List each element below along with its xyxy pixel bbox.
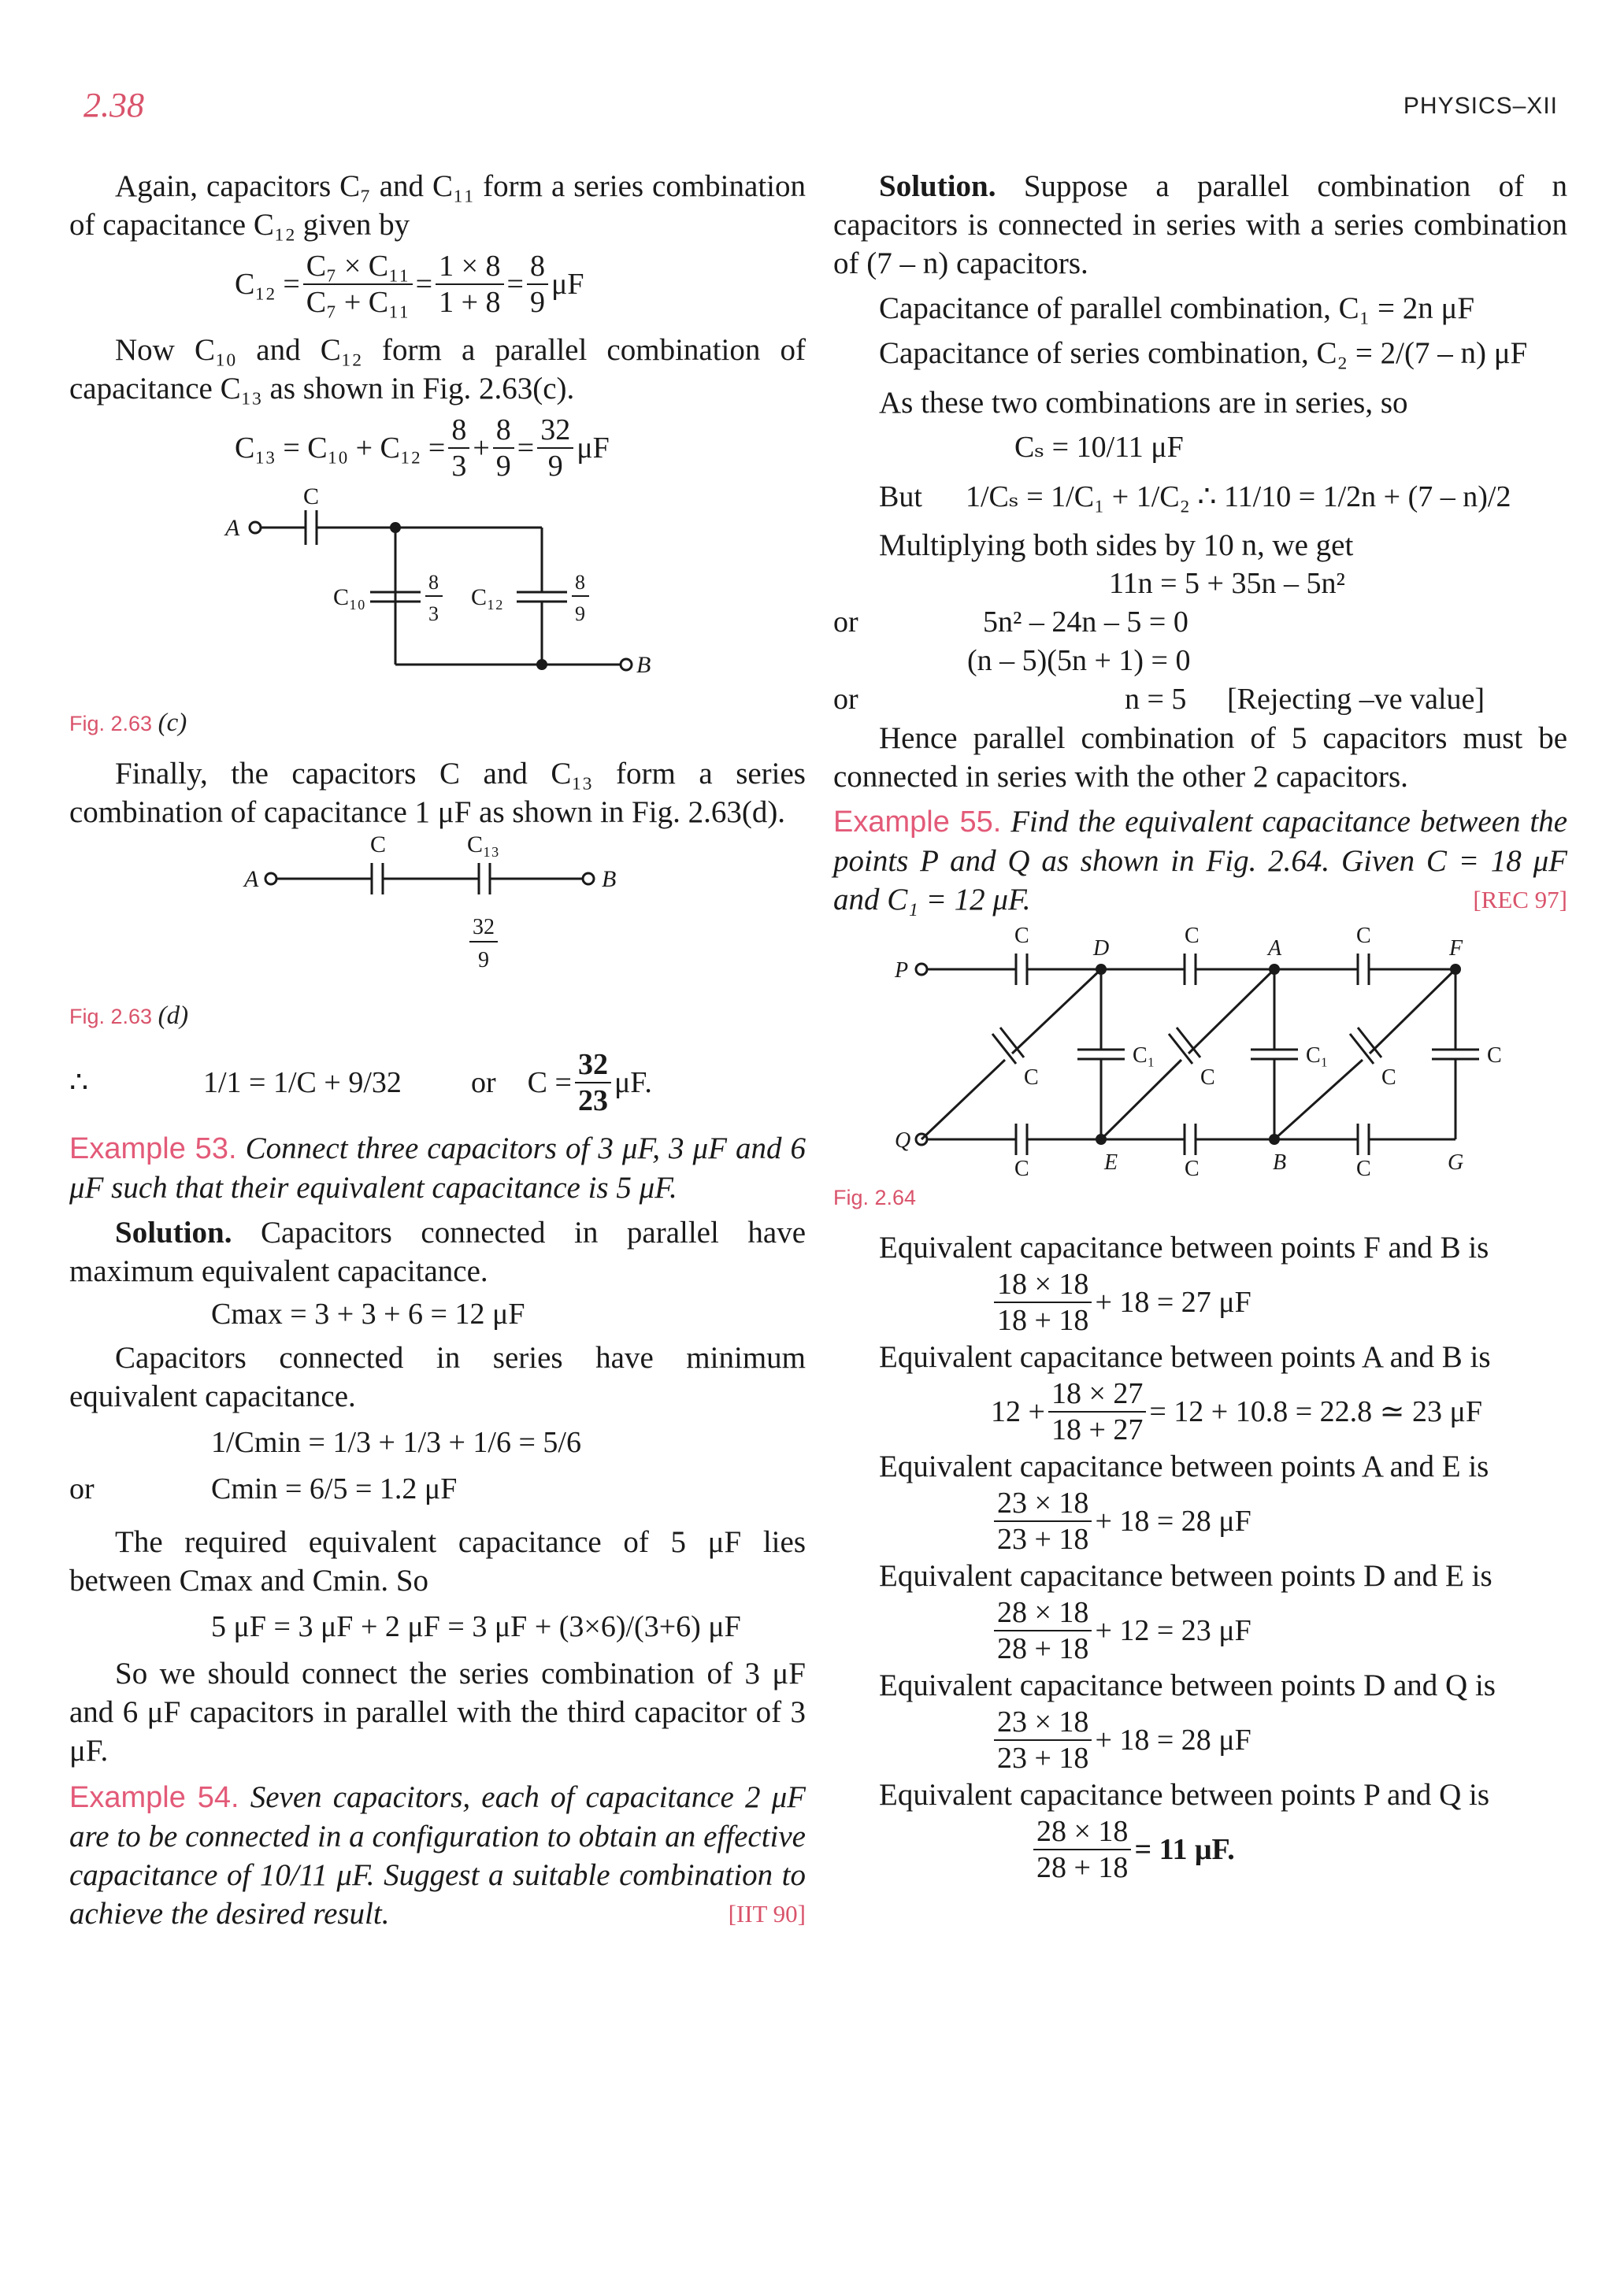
example-question: Connect three capacitors of 3 μF, 3 μF and 6 μF such that their equivalent capacitance is 5 μF. (69, 1131, 806, 1205)
label-c: C (303, 483, 320, 509)
label-b: B (1273, 1150, 1287, 1175)
equation: Cmin = 6/5 = 1.2 μF (211, 1472, 458, 1505)
paragraph: Equivalent capacitance between points F and B is (879, 1231, 1489, 1265)
left-column (69, 167, 806, 1933)
c10-den: 3 (428, 602, 439, 625)
equation-ae (991, 1486, 1567, 1557)
frac-den: 9 (495, 450, 511, 483)
label-p: P (895, 958, 909, 983)
eq-tail: = 11 μF. (1134, 1832, 1235, 1866)
frac-num: 1 × 8 (436, 249, 503, 285)
frac-num: 18 × 27 (1048, 1376, 1146, 1413)
frac-num: 8 (448, 413, 469, 449)
therefore-symbol: ∴ (69, 1065, 89, 1099)
c13-num: 32 (473, 915, 495, 939)
frac-num: C₇ × C₁₁ (303, 249, 413, 285)
frac-num: 23 × 18 (994, 1486, 1092, 1522)
frac-num: 28 × 18 (1033, 1814, 1131, 1850)
equation-cmin (69, 1470, 806, 1509)
eq-tail: = 12 + 10.8 = 22.8 ≃ 23 μF (1149, 1394, 1483, 1428)
terminal-a (250, 522, 261, 533)
running-head: PHYSICS–XII (1403, 93, 1558, 119)
frac-den: 28 + 18 (997, 1632, 1089, 1665)
label-c: C (1185, 1157, 1200, 1179)
paragraph: Equivalent capacitance between points A and E is (879, 1450, 1489, 1483)
example-question: Find the equivalent capacitance between the points P and Q as shown in Fig. 2.64. Given C = 18 μF and C₁ = 12 μF. (833, 805, 1568, 917)
frac-num: 8 (527, 249, 548, 285)
eq-tail: + 18 = 28 μF (1095, 1723, 1251, 1757)
frac-num: 23 × 18 (994, 1705, 1092, 1741)
label-b: B (636, 652, 651, 678)
label-c: C (1024, 1065, 1039, 1090)
figure-2-63c-circuit (69, 483, 806, 704)
or-label: or (833, 605, 858, 639)
equation-ab (991, 1376, 1567, 1447)
example-55 (833, 802, 1567, 919)
paragraph: Capacitors connected in series have minimum equivalent capacitance. (69, 1341, 806, 1413)
example-label: Example 55. (833, 805, 1002, 839)
figure-2-63d-circuit (69, 831, 806, 997)
equation-c12: C₁₂ = $\frac{\text{C₇ × C₁₁}}{\text{C₇ + C₁₁}}$ = $\frac{1 \times 8}{1 + 8}$ = $\frac{8}{9}$ μF (235, 250, 584, 319)
equation-row (833, 603, 1567, 642)
paragraph: Equivalent capacitance between points A and B is (879, 1340, 1491, 1374)
equation: n = 5 (1125, 683, 1187, 716)
or-label: or (833, 683, 858, 716)
frac-num: 8 (493, 413, 514, 449)
frac-den: 9 (547, 450, 563, 483)
paragraph: Capacitance of series combination, C₂ = 2/(7 – n) μF (879, 336, 1528, 370)
example-question: Seven capacitors, each of capacitance 2 μF are to be connected in a configuration to obtain an effective capacitance of 10/11 μF. Suggest a suitable combination to achieve the desired result. (69, 1780, 806, 1931)
equation-final-c (69, 1047, 806, 1118)
label-f: F (1449, 936, 1463, 961)
label-c: C (1014, 1157, 1029, 1179)
example-label: Example 54. (69, 1781, 239, 1814)
example-53 (69, 1129, 806, 1207)
unit: μF (577, 431, 610, 465)
equation-but (879, 478, 1567, 517)
eq-text: 1/1 = 1/C + 9/32 (203, 1065, 402, 1099)
equation-row (833, 680, 1567, 719)
equation: (n – 5)(5n + 1) = 0 (967, 644, 1191, 677)
page-number: 2.38 (83, 86, 144, 124)
frac-den: 18 + 18 (997, 1304, 1089, 1337)
unit: μF (551, 267, 584, 301)
solution-54: Solution. Suppose a parallel combination of n capacitors is connected in series with a series combination of (7 – n) capacitors. (833, 169, 1567, 280)
label-d: D (1093, 936, 1110, 961)
frac-den: 23 + 18 (997, 1523, 1089, 1556)
c12-num: 8 (575, 571, 585, 594)
right-column (833, 167, 1567, 1885)
paragraph: The required equivalent capacitance of 5 μF lies between Cmax and Cmin. So (69, 1525, 806, 1598)
label-c: C (1185, 924, 1200, 948)
label-a: A (225, 515, 240, 541)
paragraph: Finally, the capacitors C and C₁₃ form a series combination of capacitance 1 μF as shown in Fig. 2.63(d). (69, 757, 806, 829)
equation: 11n = 5 + 35n – 5n² (1109, 567, 1345, 600)
label-c: C (1014, 924, 1029, 948)
eq-lhs: C = (527, 1065, 572, 1099)
label-c: C (370, 831, 387, 857)
equation-fb (991, 1267, 1567, 1338)
frac-num: 18 × 18 (994, 1267, 1092, 1303)
label-c1: C₁ (1133, 1043, 1155, 1068)
paragraph: So we should connect the series combination of 3 μF and 6 μF capacitors in parallel with the third capacitor of 3 μF. (69, 1657, 806, 1768)
frac-den: 23 (577, 1084, 608, 1117)
c10-num: 8 (428, 571, 439, 594)
eq-lhs: C₁₃ = C₁₀ + C₁₂ = (235, 431, 446, 465)
label-c: C (1356, 924, 1371, 948)
label-c12: C₁₂ (471, 584, 503, 610)
label-q: Q (895, 1128, 911, 1153)
paragraph: Equivalent capacitance between points D and E is (879, 1559, 1492, 1593)
frac-den: 9 (529, 286, 545, 319)
label-c: C (1487, 1043, 1502, 1068)
label-b: B (602, 866, 617, 892)
equation: 5 μF = 3 μF + 2 μF = 3 μF + (3×6)/(3+6) μF (211, 1610, 741, 1643)
frac-den: 28 + 18 (1036, 1851, 1129, 1884)
label-c: C (1381, 1065, 1396, 1090)
eq-tail: + 18 = 28 μF (1095, 1504, 1251, 1538)
label-c10: C₁₀ (333, 584, 365, 610)
frac-den: 18 + 27 (1051, 1413, 1144, 1446)
solution-label: Solution. (879, 169, 996, 203)
equation: 1/Cmin = 1/3 + 1/3 + 1/6 = 5/6 (211, 1426, 581, 1459)
solution-53: Solution. Capacitors connected in parallel have maximum equivalent capacitance. (69, 1216, 806, 1288)
frac-den: 1 + 8 (439, 286, 501, 319)
example-label: Example 53. (69, 1132, 237, 1165)
eq-tail: + 18 = 27 μF (1095, 1285, 1251, 1319)
equation: Cmax = 3 + 3 + 6 = 12 μF (211, 1298, 525, 1331)
terminal-b (621, 659, 632, 670)
reference-tag: [IIT 90] (728, 1900, 806, 1928)
or-label: or (471, 1065, 496, 1099)
label-a: A (244, 866, 259, 892)
label-c: C (1200, 1065, 1215, 1090)
label-c: C (1356, 1157, 1371, 1179)
example-54 (69, 1778, 806, 1933)
figure-caption-2-63d: Fig. 2.63 (d) (69, 1002, 189, 1030)
equation-dq (991, 1705, 1567, 1776)
figure-caption-2-64: Fig. 2.64 (833, 1186, 917, 1209)
frac-den: 3 (451, 450, 467, 483)
frac-num: 32 (575, 1047, 611, 1083)
eq-head: 12 + (991, 1394, 1045, 1428)
frac-num: 28 × 18 (994, 1595, 1092, 1631)
paragraph: Now C₁₀ and C₁₂ form a parallel combination of capacitance C₁₃ as shown in Fig. 2.63(c). (69, 333, 806, 406)
paragraph: Again, capacitors C₇ and C₁₁ form a series combination of capacitance C₁₂ given by (69, 169, 806, 242)
or-label: or (69, 1472, 95, 1505)
label-c13: C₁₃ (467, 831, 499, 857)
equation-pq (1030, 1814, 1567, 1885)
eq-lhs: C₁₂ = (235, 267, 300, 301)
paragraph: Hence parallel combination of 5 capacitors must be connected in series with the other 2 capacitors. (833, 721, 1567, 794)
equation-de (991, 1595, 1567, 1666)
equation: 1/Cₛ = 1/C₁ + 1/C₂ ∴ 11/10 = 1/2n + (7 – n)/2 (966, 480, 1511, 513)
paragraph: Equivalent capacitance between points P and Q is (879, 1778, 1490, 1812)
but-label: But (879, 480, 922, 513)
paragraph: As these two combinations are in series, so (879, 386, 1408, 420)
figure-2-64-network (833, 919, 1567, 1179)
frac-den: 23 + 18 (997, 1742, 1089, 1775)
figure-caption-2-63c: Fig. 2.63 (c) (69, 709, 187, 737)
solution-label: Solution. (115, 1216, 232, 1250)
equation-note: [Rejecting –ve value] (1227, 683, 1485, 716)
c13-den: 9 (478, 948, 489, 972)
frac-num: 32 (537, 413, 573, 449)
c12-den: 9 (575, 602, 585, 625)
paragraph: Equivalent capacitance between points D and Q is (879, 1668, 1496, 1702)
paragraph: Capacitance of parallel combination, C₁ = 2n μF (879, 291, 1475, 325)
eq-tail: + 12 = 23 μF (1095, 1613, 1251, 1647)
label-e: E (1104, 1150, 1118, 1175)
unit: μF. (614, 1065, 652, 1099)
equation: 5n² – 24n – 5 = 0 (983, 605, 1188, 639)
equation-c13: C₁₃ = C₁₀ + C₁₂ = $\frac{8}{3}$ + $\frac{8}{9}$ = $\frac{32}{9}$ μF (235, 413, 610, 483)
label-a: A (1268, 936, 1282, 961)
equation: Cₛ = 10/11 μF (1014, 431, 1184, 464)
label-c1: C₁ (1306, 1043, 1329, 1068)
paragraph: Multiplying both sides by 10 n, we get (879, 528, 1354, 562)
reference-tag: [REC 97] (1473, 886, 1567, 913)
frac-den: C₇ + C₁₁ (306, 286, 410, 319)
label-g: G (1448, 1150, 1464, 1175)
